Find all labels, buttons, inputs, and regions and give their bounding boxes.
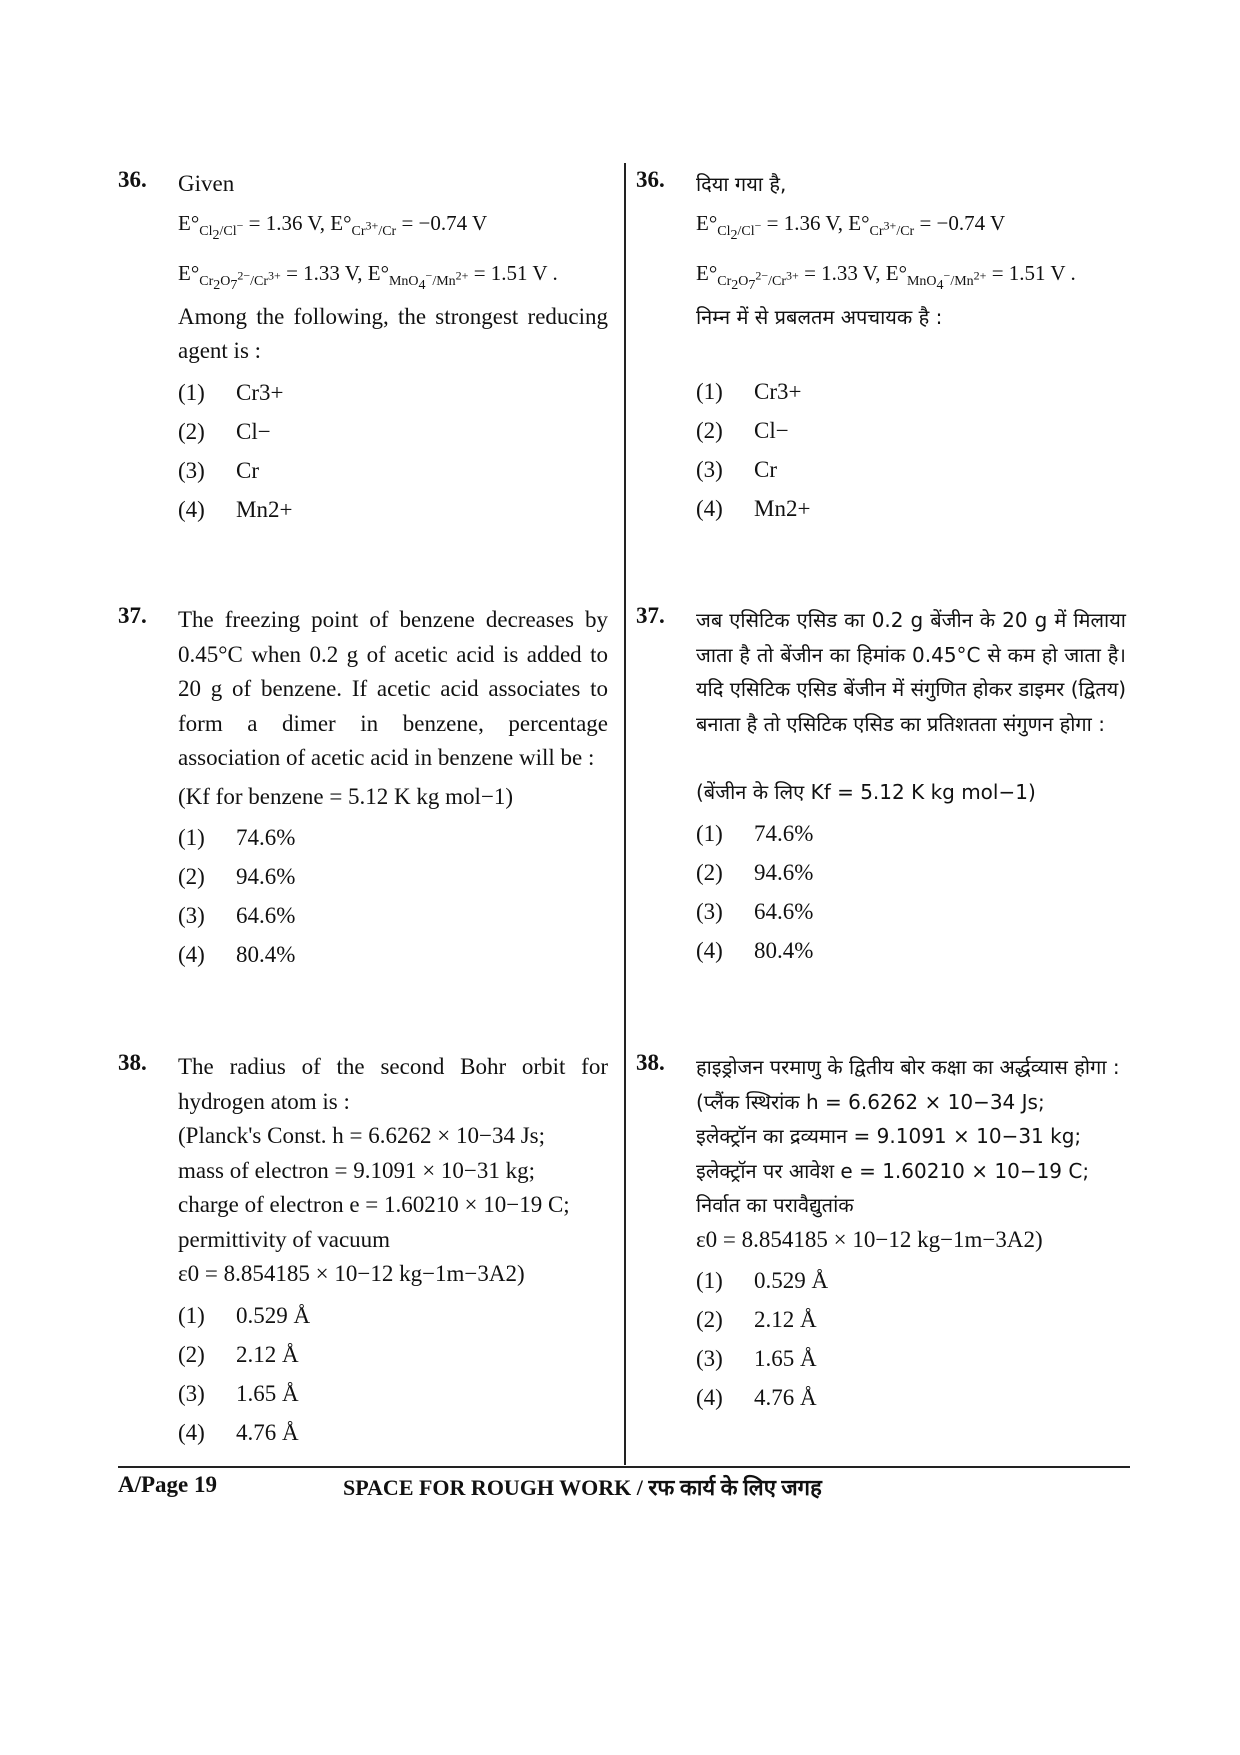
question-note: (बेंजीन के लिए Kf = 5.12 K kg mol−1)	[696, 780, 1036, 804]
option-1: (1) 74.6%	[696, 820, 814, 846]
option-1: (1) 0.529 Å	[696, 1268, 829, 1293]
option-2: (2) Cl−	[696, 418, 789, 443]
spacer	[696, 741, 1126, 775]
constant-line-5: ε0 = 8.854185 × 10−12 kg−1m−3A2)	[178, 1261, 525, 1286]
page-number: A/Page 19	[118, 1472, 218, 1497]
constant-line-1: (प्लैंक स्थिरांक h = 6.6262 × 10−34 Js;	[696, 1089, 1045, 1114]
question-intro: दिया गया है,	[696, 172, 787, 196]
option-3: (3) Cr	[696, 457, 777, 482]
question-note: (Kf for benzene = 5.12 K kg mol−1)	[178, 783, 514, 809]
option-3: (3) Cr	[178, 457, 259, 483]
option-1: (1) Cr3+	[696, 379, 802, 404]
question-text: Among the following, the strongest reducing agent is :	[178, 303, 608, 363]
constant-line-2: mass of electron = 9.1091 × 10−31 kg;	[178, 1157, 536, 1183]
question-text: जब एसिटिक एसिड का 0.2 g बेंजीन के 20 g में मिलाया जाता है तो बेंजीन का हिमांक 0.45°C से कम हो जाता है। यदि एसिटिक एसिड बेंजीन में संगुणित होकर डाइमर (द्वितय) बनाता है तो एसिटिक एसिड का प्रतिशतता संगुणन होगा :	[696, 608, 1126, 736]
question-body	[696, 167, 1126, 528]
question-body	[696, 603, 1126, 970]
option-2: (2) 94.6%	[696, 859, 814, 885]
option-3: (3) 64.6%	[696, 898, 814, 924]
constant-line-3: इलेक्ट्रॉन पर आवेश e = 1.60210 × 10−19 C;	[696, 1158, 1090, 1183]
question-body	[178, 1050, 608, 1452]
options-list	[696, 372, 1126, 528]
option-3: (3) 64.6%	[178, 903, 296, 928]
options-list	[178, 1296, 608, 1452]
options-list	[178, 373, 608, 529]
question-text: हाइड्रोजन परमाणु के द्वितीय बोर कक्षा का अर्द्धव्यास होगा :	[696, 1055, 1120, 1079]
option-2: (2) 2.12 Å	[178, 1341, 299, 1367]
column-divider	[624, 163, 626, 1465]
option-2: (2) 94.6%	[178, 864, 296, 889]
option-1: (1) Cr3+	[178, 379, 284, 405]
question-number: 36.	[118, 167, 147, 192]
equation-line-1: $E^\circ_{Cl_2/Cl^-} = 1.36$ V, $E^\circ_{Cr^{3+}/Cr} = -0.74$ V	[178, 210, 488, 243]
option-4: (4) Mn2+	[696, 496, 811, 521]
question-body	[696, 1050, 1126, 1417]
option-4: (4) 80.4%	[696, 937, 814, 963]
option-3: (3) 1.65 Å	[178, 1380, 299, 1406]
question-number: 36.	[636, 167, 665, 192]
constant-line-4: निर्वात का परावैद्युतांक	[696, 1193, 854, 1217]
equation-line-2: $E^\circ_{Cr_2O_7^{2-}/Cr^{3+}} = 1.33$ V, $E^\circ_{MnO_4^-/Mn^{2+}} = 1.51$ V .	[696, 260, 1076, 293]
option-4: (4) 4.76 Å	[178, 1419, 299, 1445]
question-number: 38.	[636, 1050, 665, 1075]
constant-line-1: (Planck's Const. h = 6.6262 × 10−34 Js;	[178, 1123, 545, 1148]
question-text: The freezing point of benzene decreases by 0.45°C when 0.2 g of acetic acid is added to 20 g of benzene. If acetic acid associates to form a dimer in benzene, percentage association of acetic acid in benzene will be :	[178, 607, 608, 770]
constant-line-4: permittivity of vacuum	[178, 1226, 391, 1252]
question-text: The radius of the second Bohr orbit for hydrogen atom is :	[178, 1054, 608, 1114]
question-body	[178, 603, 608, 974]
options-list	[696, 814, 1126, 970]
option-1: (1) 0.529 Å	[178, 1302, 311, 1328]
question-body	[178, 167, 608, 529]
option-4: (4) Mn2+	[178, 496, 293, 522]
footer-rule	[118, 1466, 1130, 1468]
question-number: 37.	[636, 603, 665, 628]
option-4: (4) 80.4%	[178, 942, 296, 967]
option-2: (2) 2.12 Å	[696, 1307, 817, 1332]
constant-line-3: charge of electron e = 1.60210 × 10−19 C;	[178, 1192, 570, 1217]
equation-line-1: $E^\circ_{Cl_2/Cl^-} = 1.36$ V, $E^\circ_{Cr^{3+}/Cr} = -0.74$ V	[696, 210, 1006, 243]
constant-line-5: ε0 = 8.854185 × 10−12 kg−1m−3A2)	[696, 1226, 1043, 1252]
question-number: 38.	[118, 1050, 147, 1075]
option-4: (4) 4.76 Å	[696, 1385, 817, 1410]
option-1: (1) 74.6%	[178, 825, 296, 850]
options-list	[178, 818, 608, 974]
equation-line-2: $E^\circ_{Cr_2O_7^{2-}/Cr^{3+}} = 1.33$ V, $E^\circ_{MnO_4^-/Mn^{2+}} = 1.51$ V .	[178, 260, 558, 293]
option-2: (2) Cl−	[178, 418, 271, 444]
question-number: 37.	[118, 603, 147, 628]
constant-line-2: इलेक्ट्रॉन का द्रव्यमान = 9.1091 × 10−31 kg;	[696, 1124, 1082, 1148]
rough-work-label: SPACE FOR ROUGH WORK / रफ कार्य के लिए जगह	[343, 1475, 822, 1500]
question-intro: Given	[178, 171, 235, 196]
options-list	[696, 1261, 1126, 1417]
spacer	[696, 334, 1126, 368]
option-3: (3) 1.65 Å	[696, 1346, 817, 1371]
question-text: निम्न में से प्रबलतम अपचायक है :	[696, 304, 943, 329]
